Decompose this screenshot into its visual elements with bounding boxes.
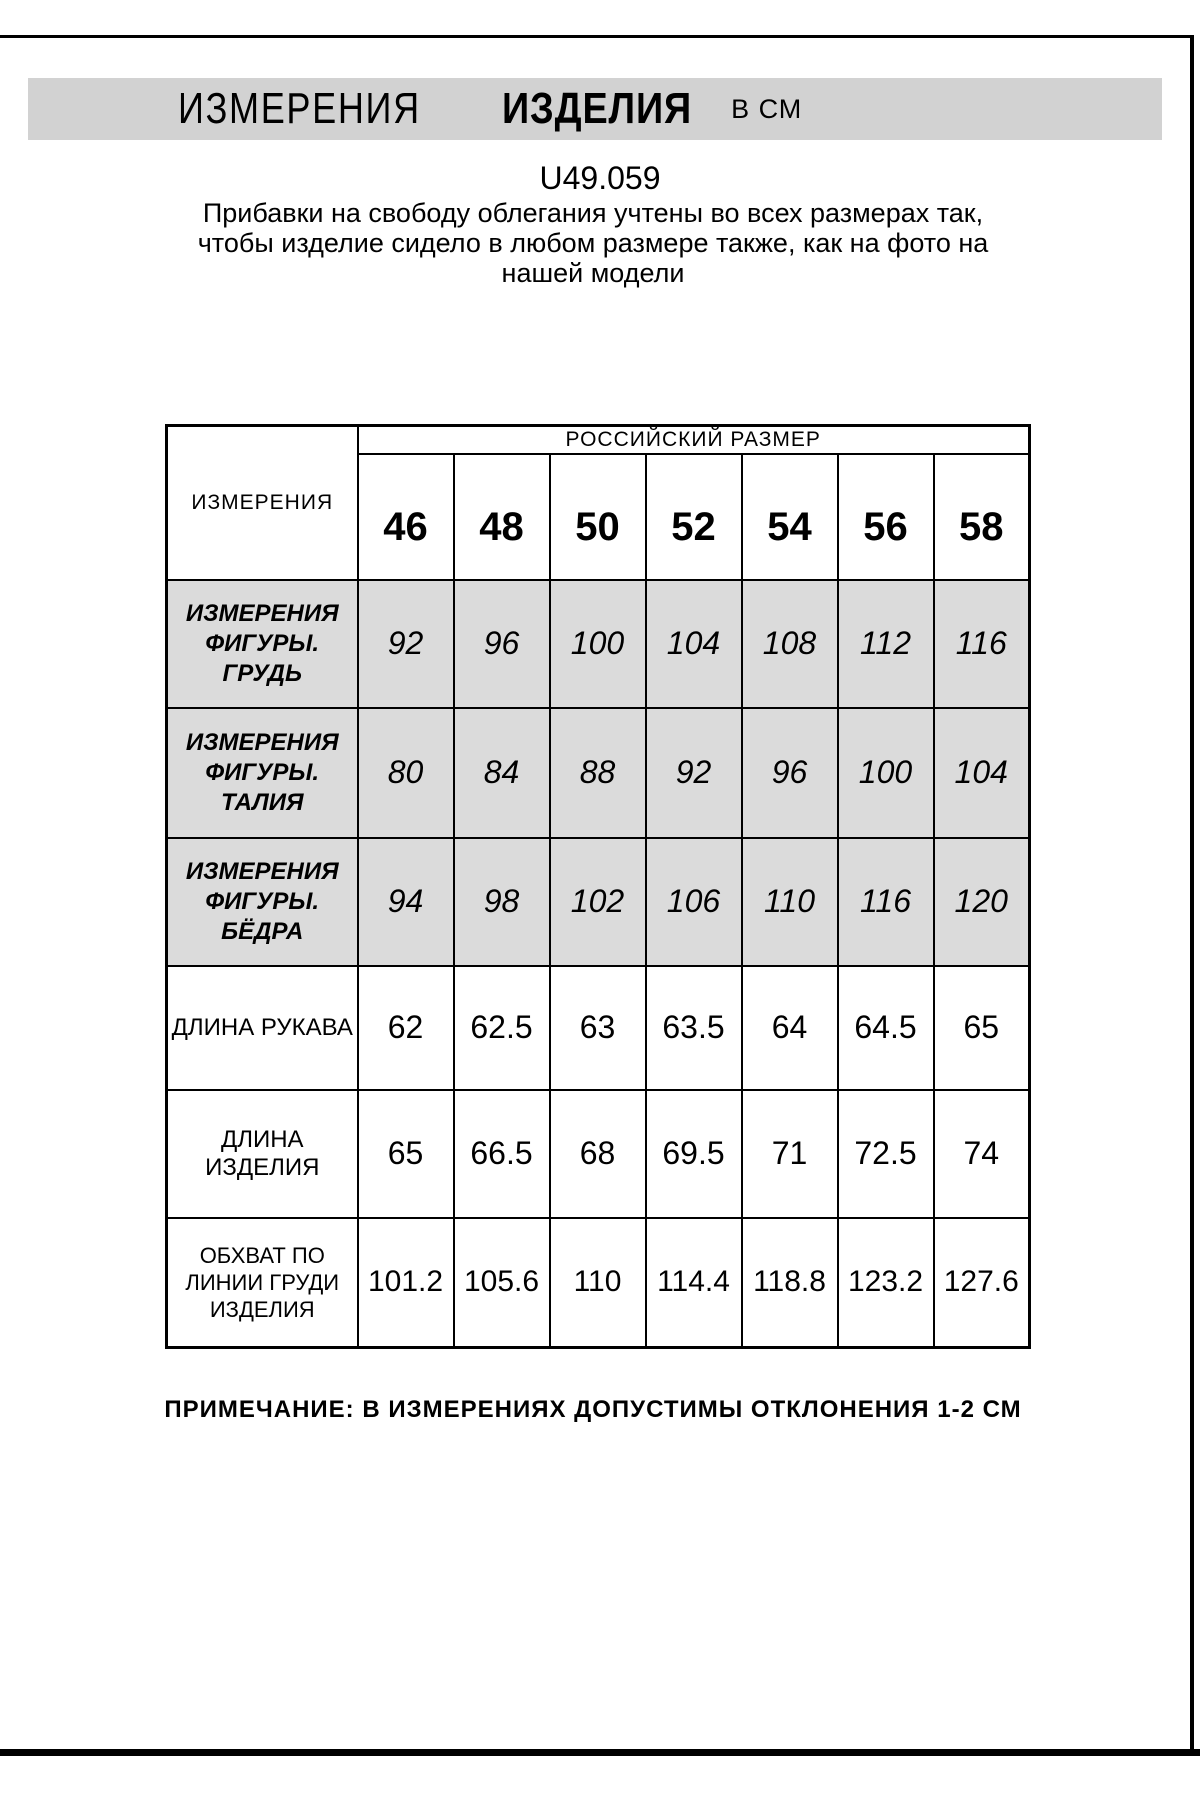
intro-line: чтобы изделие сидело в любом размере также, как на фото на (197, 228, 989, 258)
intro-paragraph (0, 198, 1186, 288)
value-cell: 94 (358, 838, 454, 966)
row-label-line: ОБХВАТ ПО (199, 1242, 325, 1268)
value-cell: 63.5 (646, 966, 742, 1090)
value-cell: 123.2 (838, 1218, 934, 1348)
size-column-header: 48 (454, 454, 550, 580)
table-row (167, 580, 1030, 708)
value-cell: 100 (550, 580, 646, 708)
row-label-line: ИЗМЕРЕНИЯ (185, 599, 339, 627)
size-column-header: 58 (934, 454, 1030, 580)
value-cell: 120 (934, 838, 1030, 966)
size-column-header: 52 (646, 454, 742, 580)
value-cell: 84 (454, 708, 550, 838)
tolerance-note: ПРИМЕЧАНИЕ: В ИЗМЕРЕНИЯХ ДОПУСТИМЫ ОТКЛОНЕНИЯ 1-2 СМ (164, 1396, 1022, 1423)
value-cell: 110 (742, 838, 838, 966)
article-number: U49.059 (539, 160, 661, 196)
size-column-header: 56 (838, 454, 934, 580)
table-body (167, 580, 1030, 1348)
page-border-bottom (0, 1749, 1200, 1756)
value-cell: 71 (742, 1090, 838, 1218)
row-label (167, 1090, 358, 1218)
row-label-line: ЛИНИИ ГРУДИ (185, 1269, 340, 1295)
value-cell: 114.4 (646, 1218, 742, 1348)
row-label-line: ФИГУРЫ. ТАЛИЯ (205, 758, 320, 816)
measurements-table (165, 424, 1031, 1349)
value-cell: 63 (550, 966, 646, 1090)
value-cell: 68 (550, 1090, 646, 1218)
value-cell: 106 (646, 838, 742, 966)
russian-size-header-row (167, 426, 1030, 454)
size-column-header: 54 (742, 454, 838, 580)
table-row (167, 1090, 1030, 1218)
row-label-line: ФИГУРЫ. ГРУДЬ (205, 629, 320, 687)
intro-line: Прибавки на свободу облегания учтены во всех размерах так, (202, 198, 984, 228)
value-cell: 112 (838, 580, 934, 708)
row-label (167, 966, 358, 1090)
row-label-line: ФИГУРЫ. БЁДРА (205, 887, 320, 945)
value-cell: 88 (550, 708, 646, 838)
value-cell: 69.5 (646, 1090, 742, 1218)
value-cell: 108 (742, 580, 838, 708)
value-cell: 80 (358, 708, 454, 838)
title-word-izdeliya: ИЗДЕЛИЯ (502, 84, 693, 133)
title-bar (28, 78, 1162, 140)
value-cell: 116 (934, 580, 1030, 708)
value-cell: 100 (838, 708, 934, 838)
title-word-izmereniya: ИЗМЕРЕНИЯ (178, 84, 421, 133)
page-border-top (0, 35, 1194, 38)
row-label-line: ИЗДЕЛИЯ (209, 1296, 315, 1322)
row-label-line: ДЛИНА РУКАВА (171, 1013, 353, 1041)
title-units: В СМ (731, 93, 803, 124)
value-cell: 65 (358, 1090, 454, 1218)
value-cell: 101.2 (358, 1218, 454, 1348)
row-label-line: ДЛИНА ИЗДЕЛИЯ (205, 1125, 320, 1181)
value-cell: 116 (838, 838, 934, 966)
value-cell: 118.8 (742, 1218, 838, 1348)
value-cell: 72.5 (838, 1090, 934, 1218)
row-label (167, 708, 358, 838)
value-cell: 64.5 (838, 966, 934, 1090)
russian-size-header-cell: РОССИЙСКИЙ РАЗМЕР (358, 426, 1030, 454)
value-cell: 74 (934, 1090, 1030, 1218)
row-label-line: ИЗМЕРЕНИЯ (185, 857, 339, 885)
value-cell: 110 (550, 1218, 646, 1348)
table-row (167, 708, 1030, 838)
row-label (167, 1218, 358, 1348)
row-label (167, 580, 358, 708)
value-cell: 65 (934, 966, 1030, 1090)
table-row (167, 1218, 1030, 1348)
value-cell: 104 (646, 580, 742, 708)
value-cell: 92 (646, 708, 742, 838)
corner-label-cell: ИЗМЕРЕНИЯ (167, 426, 358, 580)
row-label (167, 838, 358, 966)
row-label-line: ИЗМЕРЕНИЯ (185, 728, 339, 756)
value-cell: 66.5 (454, 1090, 550, 1218)
intro-line: нашей модели (501, 258, 685, 288)
value-cell: 64 (742, 966, 838, 1090)
value-cell: 62.5 (454, 966, 550, 1090)
size-column-header: 50 (550, 454, 646, 580)
value-cell: 127.6 (934, 1218, 1030, 1348)
value-cell: 96 (742, 708, 838, 838)
value-cell: 96 (454, 580, 550, 708)
value-cell: 62 (358, 966, 454, 1090)
table-row (167, 966, 1030, 1090)
value-cell: 102 (550, 838, 646, 966)
table-row (167, 838, 1030, 966)
size-column-header: 46 (358, 454, 454, 580)
page-border-right (1190, 35, 1194, 1756)
value-cell: 104 (934, 708, 1030, 838)
value-cell: 105.6 (454, 1218, 550, 1348)
value-cell: 98 (454, 838, 550, 966)
value-cell: 92 (358, 580, 454, 708)
